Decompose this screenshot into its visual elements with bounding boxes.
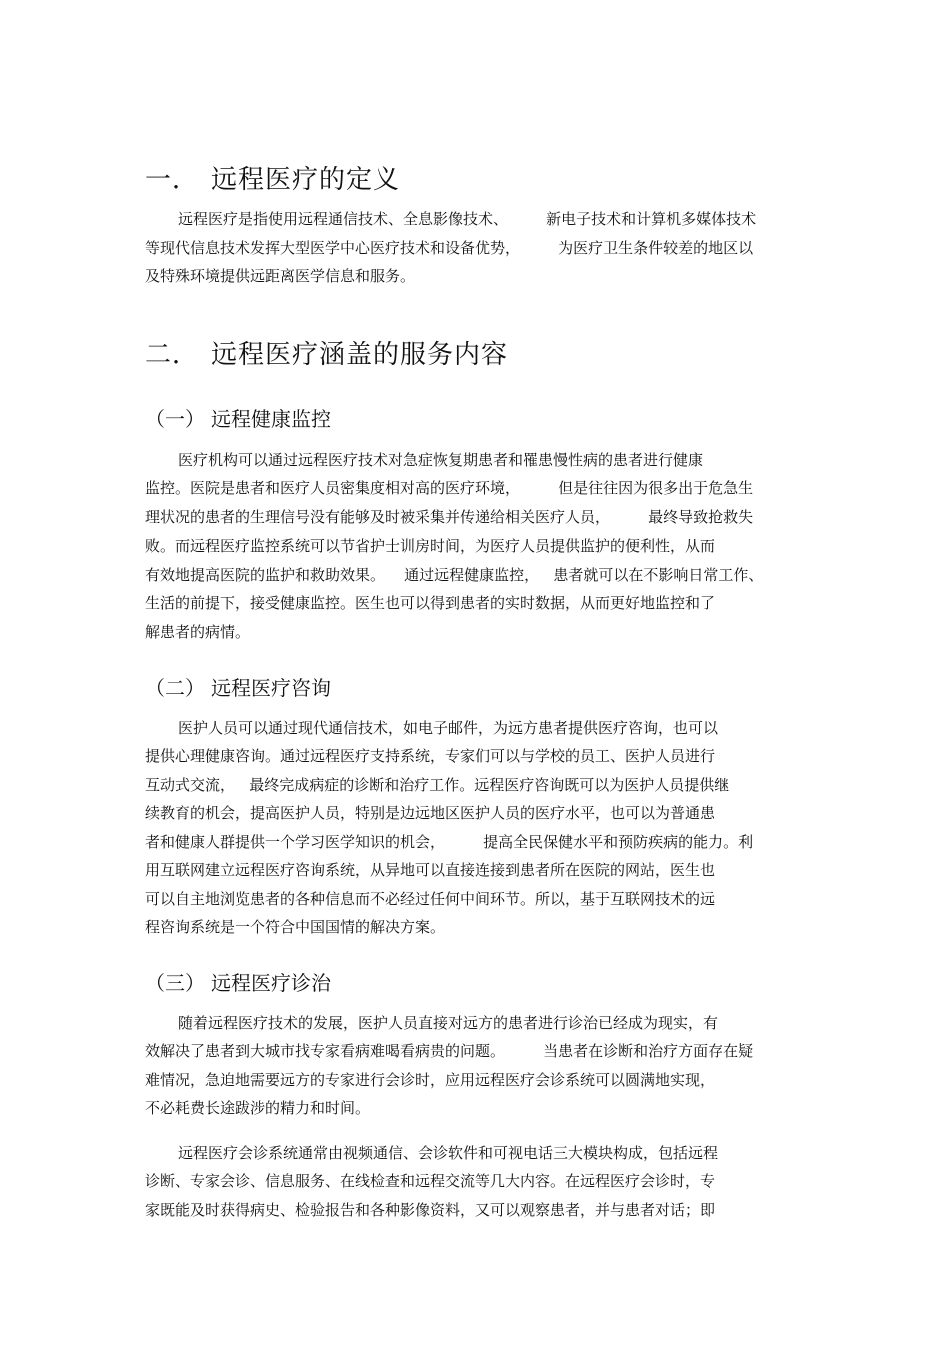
subsection-title: 远程医疗诊治 (211, 971, 331, 995)
subsection-heading-1 (145, 406, 331, 432)
paragraph-line: 远程医疗是指使用远程通信技术、全息影像技术、 新电子技术和计算机多媒体技术 (178, 210, 757, 228)
paragraph-line: 医疗机构可以通过远程医疗技术对急症恢复期患者和罹患慢性病的患者进行健康 (178, 451, 704, 469)
paragraph-line: 监控。医院是患者和医疗人员密集度相对高的医疗环境， 但是往往因为很多出于危急生 (145, 479, 754, 497)
section-heading-1 (145, 164, 400, 196)
section-title: 远程医疗涵盖的服务内容 (211, 340, 509, 370)
subsection-number: （二） (145, 676, 205, 700)
paragraph-line: 随着远程医疗技术的发展，医护人员直接对远方的患者进行诊治已经成为现实，有 (178, 1014, 719, 1032)
paragraph-line: 家既能及时获得病史、检验报告和各种影像资料，又可以观察患者，并与患者对话；即 (145, 1201, 716, 1219)
subsection-number: （一） (145, 407, 205, 431)
paragraph-line: 等现代信息技术发挥大型医学中心医疗技术和设备优势， 为医疗卫生条件较差的地区以 (145, 239, 754, 257)
subsection-title: 远程健康监控 (211, 407, 331, 431)
paragraph-line: 效解决了患者到大城市找专家看病难喝看病贵的问题。 当患者在诊断和治疗方面存在疑 (145, 1042, 754, 1060)
section-title: 远程医疗的定义 (211, 165, 401, 195)
paragraph-line: 续教育的机会，提高医护人员，特别是边远地区医护人员的医疗水平，也可以为普通患 (145, 804, 716, 822)
paragraph-line: 有效地提高医院的监护和救助效果。 通过远程健康监控， 患者就可以在不影响日常工作、 (145, 566, 764, 584)
section-number: 一． (145, 165, 200, 195)
paragraph-line: 诊断、专家会诊、信息服务、在线检查和远程交流等几大内容。在远程医疗会诊时，专 (145, 1172, 716, 1190)
subsection-title: 远程医疗咨询 (211, 676, 331, 700)
subsection-heading-2 (145, 675, 331, 701)
paragraph-line: 解患者的病情。 (145, 623, 251, 641)
paragraph-line: 提供心理健康咨询。通过远程医疗支持系统，专家们可以与学校的员工、医护人员进行 (145, 747, 716, 765)
paragraph-line: 程咨询系统是一个符合中国国情的解决方案。 (145, 918, 446, 936)
section-number: 二． (145, 340, 200, 370)
paragraph-line: 用互联网建立远程医疗咨询系统，从异地可以直接连接到患者所在医院的网站，医生也 (145, 861, 716, 879)
paragraph-line: 者和健康人群提供一个学习医学知识的机会， 提高全民保健水平和预防疾病的能力。利 (145, 833, 754, 851)
paragraph-line: 及特殊环境提供远距离医学信息和服务。 (145, 267, 416, 285)
section-heading-2 (145, 339, 508, 371)
paragraph-line: 难情况，急迫地需要远方的专家进行会诊时，应用远程医疗会诊系统可以圆满地实现， (145, 1071, 716, 1089)
subsection-heading-3 (145, 970, 331, 996)
subsection-number: （三） (145, 971, 205, 995)
paragraph-line: 理状况的患者的生理信号没有能够及时被采集并传递给相关医疗人员， 最终导致抢救失 (145, 508, 754, 526)
paragraph-line: 医护人员可以通过现代通信技术，如电子邮件，为远方患者提供医疗咨询，也可以 (178, 719, 719, 737)
paragraph-line: 远程医疗会诊系统通常由视频通信、会诊软件和可视电话三大模块构成，包括远程 (178, 1144, 719, 1162)
paragraph-line: 生活的前提下，接受健康监控。医生也可以得到患者的实时数据，从而更好地监控和了 (145, 594, 716, 612)
paragraph-line: 可以自主地浏览患者的各种信息而不必经过任何中间环节。所以，基于互联网技术的远 (145, 890, 716, 908)
paragraph-line: 互动式交流， 最终完成病症的诊断和治疗工作。远程医疗咨询既可以为医护人员提供继 (145, 776, 730, 794)
paragraph-line: 败。而远程医疗监控系统可以节省护士训房时间，为医疗人员提供监护的便利性，从而 (145, 537, 716, 555)
paragraph-line: 不必耗费长途跋涉的精力和时间。 (145, 1099, 371, 1117)
